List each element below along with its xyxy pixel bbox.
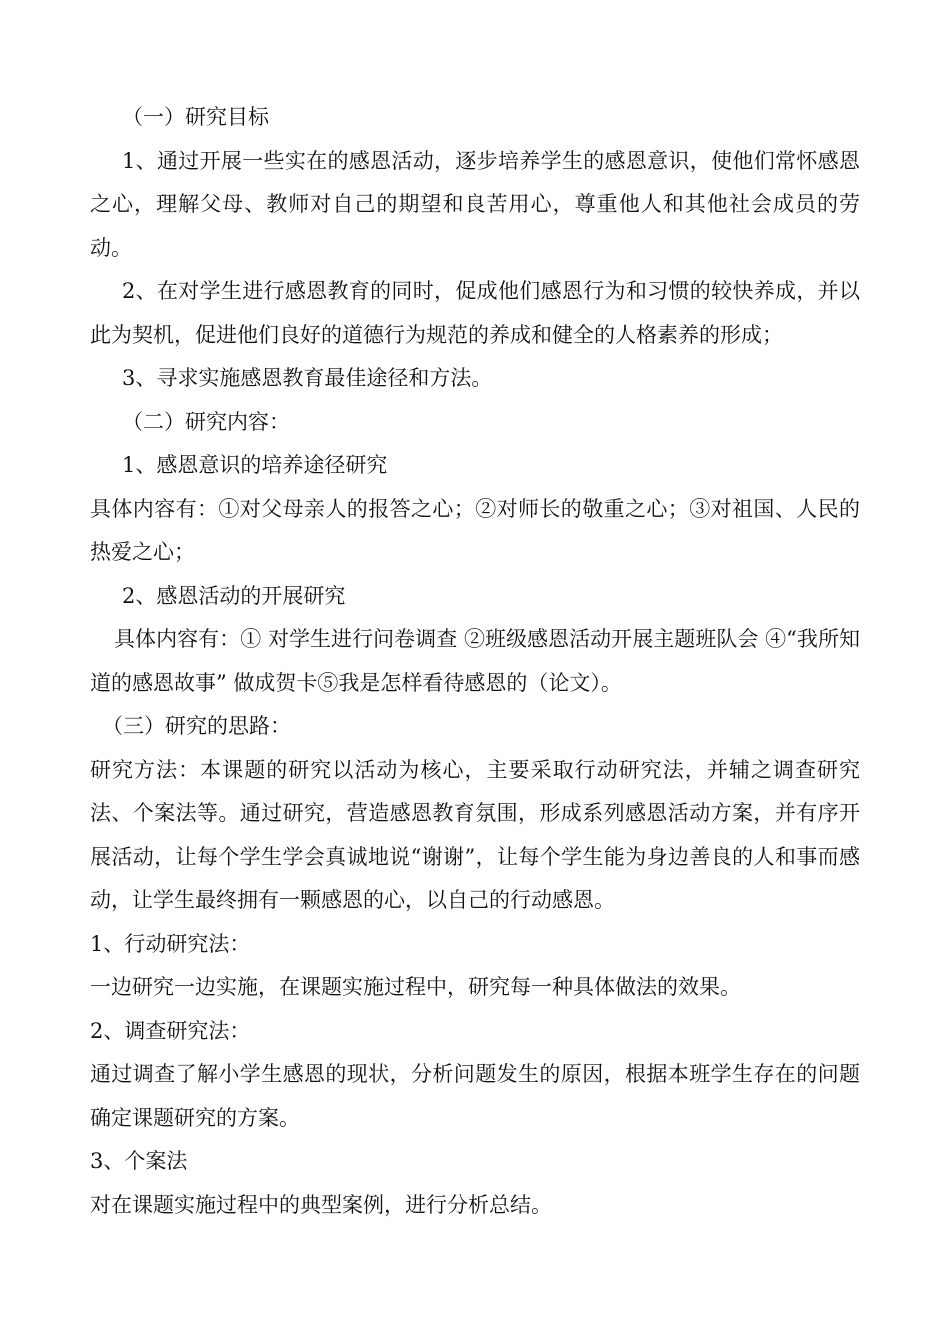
content-item-1-detail: 具体内容有：①对父母亲人的报答之心；②对师长的敬重之心；③对祖国、人民的热爱之心； — [90, 496, 860, 564]
method-heading-action-research: 1、行动研究法： — [90, 931, 251, 956]
method-heading-survey: 2、调查研究法： — [90, 1018, 251, 1043]
section-heading-content: （二）研究内容： — [122, 409, 290, 434]
method-survey-text: 通过调查了解小学生感恩的现状，分析问题发生的原因，根据本班学生存在的问题确定课题研究的方案。 — [90, 1062, 860, 1130]
document-page — [90, 96, 860, 1227]
section-heading-approach: （三）研究的思路： — [102, 714, 291, 738]
goal-paragraph-1: 1、通过开展一些实在的感恩活动，逐步培养学生的感恩意识，使他们常怀感恩之心，理解父母、教师对自己的期望和良苦用心，尊重他人和其他社会成员的劳动。 — [90, 148, 860, 260]
content-item-2-detail: 具体内容有：① 对学生进行问卷调查 ②班级感恩活动开展主题班队会 ④“我所知道的感恩故事” 做成贺卡⑤我是怎样看待感恩的（论文）。 — [90, 627, 860, 695]
content-item-2: 2、感恩活动的开展研究 — [122, 583, 346, 608]
section-heading-goals: （一）研究目标 — [122, 105, 269, 129]
goal-paragraph-2: 2、在对学生进行感恩教育的同时，促成他们感恩行为和习惯的较快养成，并以此为契机，促进他们良好的道德行为规范的养成和健全的人格素养的形成； — [90, 279, 860, 347]
method-action-research-text: 一边研究一边实施，在课题实施过程中，研究每一种具体做法的效果。 — [90, 975, 741, 999]
method-case-study-text: 对在课题实施过程中的典型案例，进行分析总结。 — [90, 1192, 552, 1217]
method-heading-case-study: 3、个案法 — [90, 1149, 188, 1173]
goal-paragraph-3: 3、寻求实施感恩教育最佳途径和方法。 — [122, 366, 493, 390]
method-overview: 研究方法：本课题的研究以活动为核心，主要采取行动研究法，并辅之调查研究法、个案法等。通过研究，营造感恩教育氛围，形成系列感恩活动方案，并有序开展活动，让每个学生学会真诚地说“谢谢”，让每个学生能为身边善良的人和事而感动，让学生最终拥有一颗感恩的心，以自己的行动感恩。 — [90, 757, 860, 912]
content-item-1: 1、感恩意识的培养途径研究 — [122, 453, 388, 477]
